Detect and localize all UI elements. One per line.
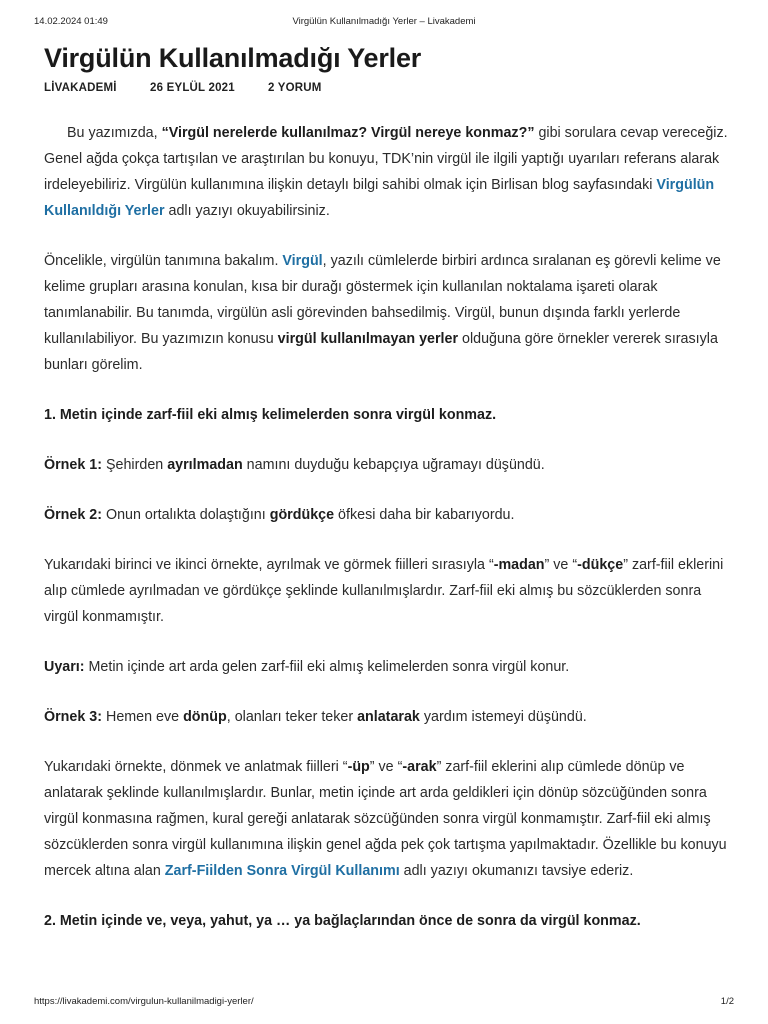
suffix-emphasis: -madan [493,557,545,573]
explanation-text: Yukarıdaki birinci ve ikinci örnekte, ayrılmak ve görmek fiilleri sırasıyla “ [44,557,494,573]
rule-2-heading: 2. Metin içinde ve, veya, yahut, ya … ya bağlaçlarından önce de sonra da virgül konmaz. [44,913,641,929]
example-2 [44,502,730,528]
example-emphasis: dönüp [183,709,227,725]
example-text: Onun ortalıkta dolaştığını [102,507,270,523]
example-text: öfkesi daha bir kabarıyordu. [334,507,515,523]
definition-text: olduğuna göre örnekler vererek sırasıyla bunları görelim. [44,331,718,373]
explanation-text: Yukarıdaki örnekte, dönmek ve anlatmak fiilleri “ [44,759,348,775]
article-date[interactable]: 26 EYLÜL 2021 [150,82,235,94]
explanation-text: adlı yazıyı okumanızı tavsiye ederiz. [399,863,634,879]
example-label: Örnek 1: [44,457,103,473]
example-text: namını duyduğu kebapçıya uğramayı düşündü. [242,457,545,473]
article-title: Virgülün Kullanılmadığı Yerler [44,43,422,73]
explanation-2 [44,754,730,884]
rule-1-heading: 1. Metin içinde zarf-fiil eki almış kelimelerden sonra virgül konmaz. [44,407,497,423]
explanation-text: ” ve “ [369,759,403,775]
article-container [44,40,730,958]
print-url[interactable]: https://livakademi.com/virgulun-kullanilmadigi-yerler/ [34,996,254,1007]
article-meta [44,82,730,98]
example-1 [44,452,730,478]
print-page-number: 1/2 [720,996,734,1007]
warning-paragraph [44,654,730,680]
article-body [44,120,730,934]
example-text: Hemen eve [102,709,184,725]
intro-text: gibi sorulara cevap vereceğiz. Genel ağda çokça tartışılan ve araştırılan bu konuyu, TDK’nin virgül ile ilgili yaptığı uyarıları referans alarak irdeleyebiliriz. Virgülün kullanımına ilişkin detaylı bilgi sahibi olmak için Birlisan blog sayfasındaki [44,125,728,193]
definition-text: , yazılı cümlelerde birbiri ardınca sıralanan eş görevli kelime ve kelime grupları arasına konulan, kısa bir durağı göstermek için kullanılan noktalama işareti olarak tanımlanabilir. Bu tanımda, virgülün asli görevinden bahsedilmiş. Virgül, bunun dışında farklı yerlerde kullanılabiliyor. Bu yazımızın konusu [44,253,721,347]
definition-emphasis: virgül kullanılmayan yerler [277,331,459,347]
explanation-text: ” ve “ [544,557,578,573]
print-datetime: 14.02.2024 01:49 [34,16,108,27]
warning-text: Metin içinde art arda gelen zarf-fiil eki almış kelimelerden sonra virgül konur. [84,659,570,675]
print-page-title: Virgülün Kullanılmadığı Yerler – Livakademi [292,16,476,27]
suffix-emphasis: -dükçe [577,557,624,573]
intro-text: adlı yazıyı okuyabilirsiniz. [164,203,330,219]
definition-text: Öncelikle, virgülün tanımına bakalım. [44,253,283,269]
example-emphasis: anlatarak [357,709,420,725]
link-zarf-fiilden-sonra-virgul[interactable]: Zarf-Fiilden Sonra Virgül Kullanımı [164,863,400,879]
example-emphasis: gördükçe [269,507,335,523]
suffix-emphasis: -arak [402,759,437,775]
article-author[interactable]: LİVAKADEMİ [44,82,117,94]
example-text: , olanları teker teker [226,709,358,725]
example-emphasis: ayrılmadan [167,457,243,473]
suffix-emphasis: -üp [347,759,370,775]
explanation-text: ” zarf-fiil eklerini alıp cümlede ayrılmadan ve gördükçe şeklinde kullanılmışlardır. Zarf-fiil eki almış bu sözcüklerden sonra virgül konmamıştır. [44,557,724,625]
example-label: Örnek 2: [44,507,103,523]
definition-paragraph [44,248,730,378]
example-text: Şehirden [102,457,168,473]
explanation-text: ” zarf-fiil eklerini alıp cümlede dönüp ve anlatarak şeklinde kullanılmışlardır. Bunlar, metin içinde art arda geldikleri için dönüp sözcüğünden sonra virgül konmasına rağmen, kural gereği anlatarak sözcüğünden sonra virgül konmamıştır. Zarf-fiil eki almış sözcüklerden sonra virgül kullanımına ilişkin genel ağda pek çok tartışma yapılmaktadır. Özellikle bu konuyu mercek altına alan [44,759,727,879]
explanation-1 [44,552,730,630]
example-3 [44,704,730,730]
intro-question: “Virgül nerelerde kullanılmaz? Virgül nereye konmaz?” [161,125,535,141]
example-text: yardım istemeyi düşündü. [419,709,587,725]
link-virgulun-kullanildigi-yerler[interactable]: Virgülün Kullanıldığı Yerler [44,177,715,219]
example-label: Örnek 3: [44,709,103,725]
intro-paragraph [44,120,730,224]
intro-text: Bu yazımızda, [67,125,162,141]
link-virgul[interactable]: Virgül [282,253,323,269]
article-comments[interactable]: 2 YORUM [268,82,322,94]
warning-label: Uyarı: [44,659,85,675]
